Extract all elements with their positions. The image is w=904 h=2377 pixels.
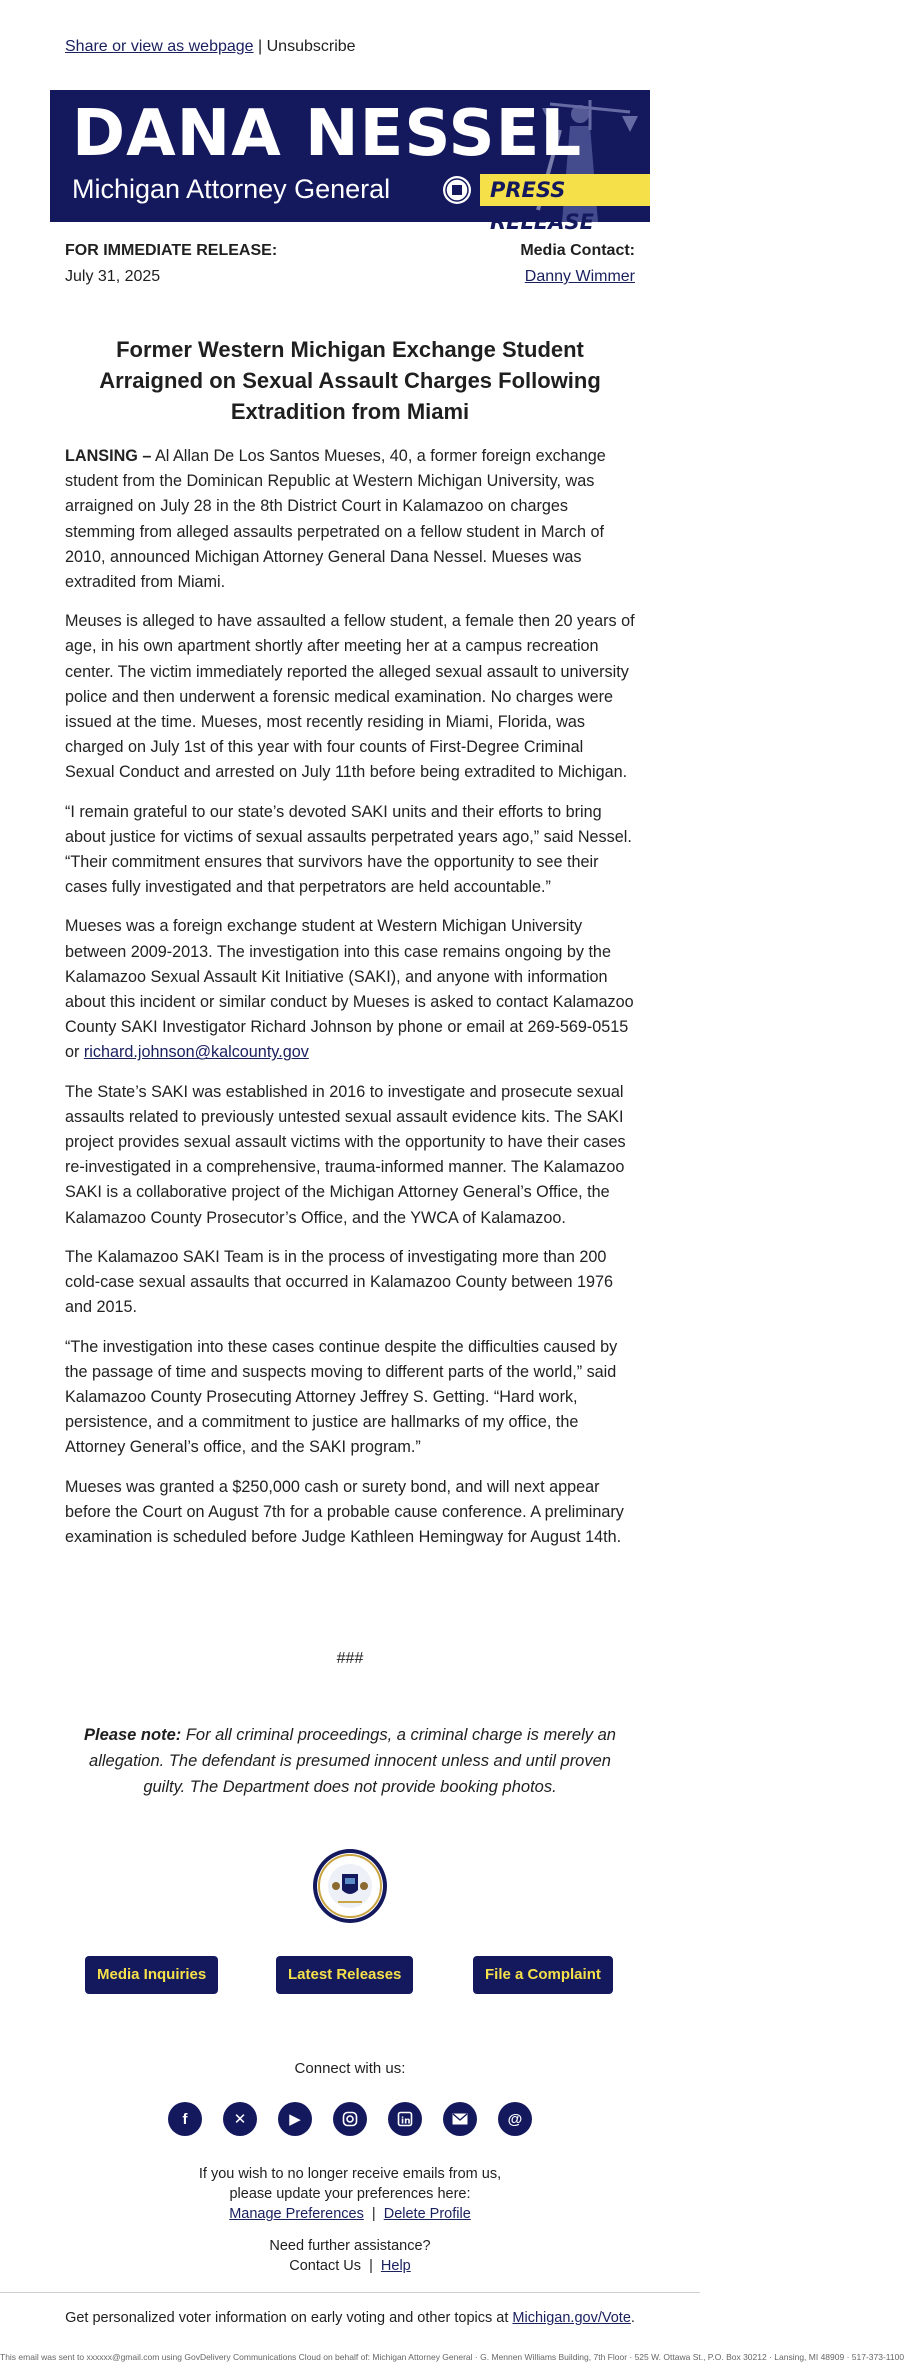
- file-complaint-button[interactable]: File a Complaint: [473, 1956, 613, 1994]
- contact-us-text: Contact Us: [289, 2258, 361, 2274]
- paragraph-1: [65, 444, 637, 595]
- paragraph-1-text: Al Allan De Los Santos Mueses, 40, a former foreign exchange student from the Dominican Republic at Western Michigan University, was arraigned on July 28 in the 8th District Court in Kalamazoo on charges stemming from alleged assaults perpetrated on a fellow student in March of 2010, announced Michigan Attorney General Dana Nessel. Mueses was extradited from Miami.: [65, 447, 606, 592]
- media-inquiries-button[interactable]: Media Inquiries: [85, 1956, 218, 1994]
- voter-end: .: [630, 2310, 635, 2326]
- youtube-icon[interactable]: ▶: [278, 2102, 312, 2136]
- banner-subtitle: Michigan Attorney General: [72, 174, 391, 204]
- header-links: [65, 38, 356, 56]
- pref-separator: |: [371, 2206, 376, 2222]
- instagram-icon[interactable]: [333, 2102, 367, 2136]
- help-link[interactable]: Help: [380, 2258, 411, 2274]
- release-date: July 31, 2025: [65, 268, 161, 285]
- share-view-link[interactable]: Share or view as webpage: [65, 38, 254, 55]
- paragraph-3: “I remain grateful to our state’s devoted SAKI units and their efforts to bring about justice for victims of sexual assaults perpetrated years ago,” said Nessel. “Their commitment ensures that survivors have the opportunity to see their cases fully investigated and that perpetrators are held accountable.”: [65, 802, 632, 897]
- linkedin-icon[interactable]: [388, 2102, 422, 2136]
- contact-name-link[interactable]: Danny Wimmer: [524, 268, 635, 285]
- voter-link[interactable]: Michigan.gov/Vote: [512, 2310, 631, 2326]
- note-label: Please note:: [84, 1726, 182, 1744]
- header-separator: |: [258, 38, 263, 55]
- manage-preferences-link[interactable]: Manage Preferences: [229, 2206, 364, 2222]
- paragraph-8: Mueses was granted a $250,000 cash or surety bond, and will next appear before the Court on August 7th for a probable cause conference. A preliminary examination is scheduled before Judge Kathleen Hemingway for August 14th.: [65, 1477, 624, 1546]
- social-links: [168, 2102, 532, 2138]
- press-body: [65, 444, 637, 1564]
- paragraph-5: The State’s SAKI was established in 2016 to investigate and prosecute sexual assaults related to previously untested sexual assault evidence kits. The SAKI project provides sexual assault victims with the opportunity to have their cases re-investigated in a comprehensive, trauma-informed manner. The Kalamazoo SAKI is a collaborative project of the Michigan Attorney General’s Office, the Kalamazoo County Prosecutor’s Office, and the YWCA of Kalamazoo.: [65, 1082, 626, 1227]
- investigator-email-link[interactable]: richard.johnson@kalcounty.gov: [83, 1043, 309, 1062]
- press-headline: Former Western Michigan Exchange Student Arraigned on Sexual Assault Charges Following Extradition from Miami: [99, 337, 601, 424]
- connect-label: Connect with us:: [294, 2060, 406, 2077]
- delete-profile-link[interactable]: Delete Profile: [383, 2206, 471, 2222]
- threads-icon[interactable]: @: [498, 2102, 532, 2136]
- x-icon[interactable]: ✕: [223, 2102, 257, 2136]
- banner-name: DANA NESSEL: [72, 97, 583, 171]
- voter-text: Get personalized voter information on early voting and other topics at: [65, 2310, 513, 2326]
- email-icon[interactable]: [443, 2102, 477, 2136]
- svg-text:in: in: [401, 2116, 411, 2127]
- press-release-badge: PRESS RELEASE: [480, 174, 650, 206]
- michigan-seal-icon: [442, 175, 472, 205]
- assist-separator: |: [369, 2258, 373, 2274]
- paragraph-4: [65, 914, 637, 1065]
- pref-line-1: If you wish to no longer receive emails from us,: [198, 2166, 502, 2182]
- latest-releases-button[interactable]: Latest Releases: [276, 1956, 413, 1994]
- dateline: LANSING –: [65, 447, 152, 465]
- assistance-block: [0, 2236, 700, 2276]
- paragraph-4-text: Mueses was a foreign exchange student at Western Michigan University between 2009-2013. The investigation into this case remains ongoing by the Kalamazoo Sexual Assault Kit Initiative (SAKI), and anyone with information about this incident or similar conduct by Mueses is asked to contact Kalamazoo County SAKI Investigator Richard Johnson by phone or email at 269-569-0515 or: [65, 917, 634, 1062]
- end-marker: ###: [336, 1650, 364, 1667]
- attorney-general-seal-icon: [312, 1848, 388, 1924]
- fine-print: This email was sent to xxxxxx@gmail.com using GovDelivery Communications Cloud on behalf of: Michigan Attorney General · G. Mennen Williams Building, 7th Floor · 525 W. Ottawa St., P.O. Box 30212 · Lansing, MI 48909 · 517-373-1100: [0, 2352, 904, 2362]
- paragraph-2: Meuses is alleged to have assaulted a fellow student, a female then 20 years of age, in his own apartment shortly after meeting her at a campus recreation center. The victim immediately reported the alleged sexual assault to university police and then underwent a forensic medical examination. No charges were issued at the time. Mueses, most recently residing in Miami, Florida, was charged on July 1st of this year with four counts of First-Degree Criminal Sexual Conduct and arrested on July 11th before being extradited to Michigan.: [65, 612, 635, 782]
- unsubscribe-link[interactable]: Unsubscribe: [266, 38, 356, 55]
- release-info: [65, 238, 277, 290]
- note-text: For all criminal proceedings, a criminal charge is merely an allegation. The defendant is presumed innocent unless and until proven guilty. The Department does not provide booking photos.: [89, 1726, 616, 1796]
- pref-line-2: please update your preferences here:: [229, 2186, 471, 2202]
- paragraph-6: The Kalamazoo SAKI Team is in the process of investigating more than 200 cold-case sexual assaults that occurred in Kalamazoo County between 1976 and 2015.: [65, 1247, 613, 1317]
- footer-divider: [0, 2292, 700, 2293]
- press-banner: [50, 90, 650, 234]
- voter-info: [0, 2310, 700, 2326]
- paragraph-7: “The investigation into these cases continue despite the difficulties caused by the passage of time and suspects moving to different parts of the world,” said Kalamazoo County Prosecuting Attorney Jeffrey S. Getting. “Hard work, persistence, and a commitment to justice are hallmarks of my office, the Attorney General’s office, and the SAKI program.”: [65, 1337, 618, 1457]
- preferences-block: [0, 2164, 700, 2224]
- release-label: FOR IMMEDIATE RELEASE:: [65, 242, 278, 259]
- facebook-icon[interactable]: f: [168, 2102, 202, 2136]
- media-contact: [520, 238, 635, 290]
- assist-label: Need further assistance?: [269, 2238, 431, 2254]
- legal-note: [80, 1722, 620, 1800]
- contact-label: Media Contact:: [520, 242, 635, 259]
